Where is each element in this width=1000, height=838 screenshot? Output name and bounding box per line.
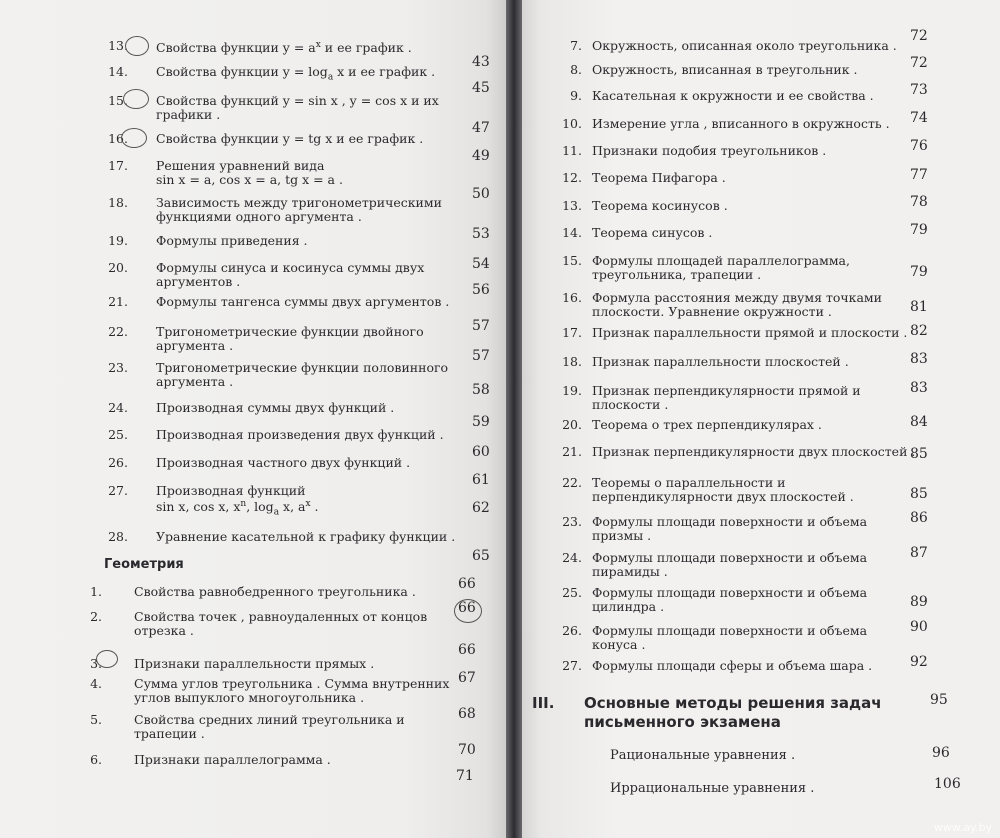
entry-number: 24. (108, 400, 128, 415)
entry-text: Свойства функций y = sin x , y = cos x и их (156, 93, 439, 108)
entry-text: призмы . (592, 528, 652, 543)
entry-page-number: 89 (910, 594, 928, 610)
entry-page-number: 77 (910, 167, 928, 183)
entry-text: sin x, cos x, $x^n$, $\log_a x$, $a^x$ . (156, 499, 319, 518)
entry-page-number: 43 (472, 54, 490, 70)
entry-number: 1. (90, 584, 102, 599)
trailing-page-number: 71 (456, 768, 474, 784)
entry-number: 13. (108, 38, 128, 53)
entry-number: 15. (108, 93, 128, 108)
entry-text: Теорема о трех перпендикулярах . (592, 417, 822, 432)
entry-number: 24. (562, 550, 582, 565)
entry-text: цилиндра . (592, 599, 665, 614)
entry-text: Формулы приведения . (156, 233, 308, 248)
watermark: www.ay.by (933, 821, 992, 834)
entry-page-number: 56 (472, 282, 490, 298)
entry-page-number: 85 (910, 446, 928, 462)
entry-page-number: 60 (472, 444, 490, 460)
entry-number: 19. (562, 383, 582, 398)
entry-text: Свойства равнобедренного треугольника . (134, 584, 416, 599)
entry-text: Тригонометрические функции половинного (156, 360, 449, 375)
entry-text: Признаки параллелограмма . (134, 752, 331, 767)
entry-text: Свойства функции $y = a^x$ и ее график . (156, 40, 412, 56)
pen-circle (125, 36, 149, 56)
entry-number: 14. (562, 225, 582, 240)
entry-text: Формулы площадей параллелограмма, (592, 253, 850, 268)
entry-text: Окружность, вписанная в треугольник . (592, 62, 858, 77)
chapter-numeral: III. (532, 694, 555, 712)
entry-page-number: 83 (910, 380, 928, 396)
entry-page-number: 66 (458, 576, 476, 592)
entry-text: трапеции . (134, 726, 205, 741)
entry-text: Теоремы о параллельности и (592, 475, 786, 490)
entry-text: Формулы площади поверхности и объема (592, 585, 868, 600)
entry-page-number: 79 (910, 264, 928, 280)
entry-number: 3. (90, 656, 102, 671)
right-page (522, 0, 1000, 838)
entry-text: аргумента . (156, 374, 234, 389)
book-gutter (506, 0, 522, 838)
entry-text: плоскости. Уравнение окружности . (592, 304, 832, 319)
entry-text: Решения уравнений вида (156, 158, 325, 173)
chapter-title-line: Основные методы решения задач (584, 694, 882, 712)
entry-text: Теорема косинусов . (592, 198, 728, 213)
entry-text: углов выпуклого многоугольника . (134, 690, 365, 705)
entry-text: Теорема Пифагора . (592, 170, 726, 185)
entry-number: 11. (562, 143, 582, 158)
entry-page-number: 82 (910, 323, 928, 339)
entry-text: Производная функций (156, 483, 306, 498)
entry-number: 25. (562, 585, 582, 600)
entry-page-number: 79 (910, 222, 928, 238)
entry-page-number: 92 (910, 654, 928, 670)
entry-text: Касательная к окружности и ее свойства . (592, 88, 874, 103)
entry-text: sin x = a, cos x = a, tg x = a . (156, 172, 343, 187)
entry-number: 18. (562, 354, 582, 369)
entry-text: Признак параллельности прямой и плоскости . (592, 325, 908, 340)
entry-number: 26. (108, 455, 128, 470)
entry-page-number: 78 (910, 194, 928, 210)
entry-text: Производная произведения двух функций . (156, 427, 444, 442)
entry-text: Формулы площади поверхности и объема (592, 623, 868, 638)
entry-text: Измерение угла , вписанного в окружность . (592, 116, 890, 131)
entry-page-number: 76 (910, 138, 928, 154)
entry-page-number: 57 (472, 318, 490, 334)
entry-number: 4. (90, 676, 102, 691)
entry-text: аргументов . (156, 274, 241, 289)
entry-page-number: 90 (910, 619, 928, 635)
entry-text: треугольника, трапеции . (592, 267, 762, 282)
entry-number: 23. (562, 514, 582, 529)
entry-number: 21. (108, 294, 128, 309)
entry-text: Признак перпендикулярности прямой и (592, 383, 861, 398)
pen-circle (123, 89, 149, 109)
entry-page-number: 73 (910, 82, 928, 98)
entry-page-number: 50 (472, 186, 490, 202)
entry-number: 10. (562, 116, 582, 131)
entry-page-number: 47 (472, 120, 490, 136)
entry-page-number: 57 (472, 348, 490, 364)
entry-text: Свойства функции y = tg x и ее график . (156, 131, 424, 146)
entry-page-number: 49 (472, 148, 490, 164)
entry-text: Сумма углов треугольника . Сумма внутренних (134, 676, 450, 691)
entry-text: Свойства средних линий треугольника и (134, 712, 405, 727)
entry-number: 18. (108, 195, 128, 210)
entry-page-number: 87 (910, 545, 928, 561)
entry-page-number: 59 (472, 414, 490, 430)
entry-text: Формулы синуса и косинуса суммы двух (156, 260, 425, 275)
entry-text: Свойства функции $y = \log_a x$ и ее график . (156, 64, 436, 83)
entry-text: Свойства точек , равноудаленных от концов (134, 609, 428, 624)
sub-entry-label: Рациональные уравнения . (610, 748, 796, 763)
entry-number: 27. (562, 658, 582, 673)
entry-page-number: 62 (472, 500, 490, 516)
chapter-title-line: письменного экзамена (584, 713, 781, 731)
entry-number: 25. (108, 427, 128, 442)
entry-page-number: 65 (472, 548, 490, 564)
entry-page-number: 68 (458, 706, 476, 722)
entry-text: Уравнение касательной к графику функции . (156, 529, 456, 544)
entry-text: Окружность, описанная около треугольника . (592, 38, 897, 53)
entry-page-number: 61 (472, 472, 490, 488)
entry-page-number: 74 (910, 110, 928, 126)
entry-text: Формулы тангенса суммы двух аргументов . (156, 294, 450, 309)
entry-number: 7. (570, 38, 582, 53)
entry-number: 20. (108, 260, 128, 275)
entry-page-number: 85 (910, 486, 928, 502)
entry-text: Признаки параллельности прямых . (134, 656, 375, 671)
entry-number: 20. (562, 417, 582, 432)
entry-number: 17. (562, 325, 582, 340)
entry-text: пирамиды . (592, 564, 668, 579)
entry-text: Признак перпендикулярности двух плоскостей . (592, 444, 916, 459)
chapter-page: 95 (930, 692, 948, 708)
entry-text: Формулы площади поверхности и объема (592, 550, 868, 565)
entry-number: 16. (108, 131, 128, 146)
entry-number: 12. (562, 170, 582, 185)
chapter-title (584, 694, 882, 732)
entry-page-number: 84 (910, 414, 928, 430)
entry-number: 15. (562, 253, 582, 268)
entry-number: 23. (108, 360, 128, 375)
entry-text: функциями одного аргумента . (156, 209, 362, 224)
entry-text: Производная частного двух функций . (156, 455, 411, 470)
pen-circle (454, 599, 482, 623)
entry-number: 14. (108, 64, 128, 79)
entry-text: Тригонометрические функции двойного (156, 324, 424, 339)
entry-number: 19. (108, 233, 128, 248)
pen-circle (121, 128, 147, 148)
entry-text: Признаки подобия треугольников . (592, 143, 827, 158)
entry-page-number: 72 (910, 55, 928, 71)
entry-number: 22. (108, 324, 128, 339)
entry-number: 16. (562, 290, 582, 305)
entry-number: 21. (562, 444, 582, 459)
entry-page-number: 53 (472, 226, 490, 242)
entry-page-number: 81 (910, 299, 928, 315)
entry-page-number: 67 (458, 670, 476, 686)
entry-text: Зависимость между тригонометрическими (156, 195, 442, 210)
entry-page-number: 86 (910, 510, 928, 526)
entry-number: 27. (108, 483, 128, 498)
entry-number: 28. (108, 529, 128, 544)
entry-page-number: 45 (472, 80, 490, 96)
entry-number: 13. (562, 198, 582, 213)
entry-number: 2. (90, 609, 102, 624)
entry-text: конуса . (592, 637, 646, 652)
entry-page-number: 66 (458, 600, 476, 616)
entry-page-number: 54 (472, 256, 490, 272)
sub-entry-page: 106 (934, 776, 961, 792)
section-title: Геометрия (104, 557, 184, 572)
entry-number: 26. (562, 623, 582, 638)
entry-text: Теорема синусов . (592, 225, 713, 240)
entry-number: 17. (108, 158, 128, 173)
entry-text: Признак параллельности плоскостей . (592, 354, 849, 369)
entry-page-number: 83 (910, 351, 928, 367)
sub-entry-page: 96 (932, 745, 950, 761)
entry-text: Формулы площади поверхности и объема (592, 514, 868, 529)
entry-text: Производная суммы двух функций . (156, 400, 395, 415)
entry-page-number: 58 (472, 382, 490, 398)
entry-page-number: 70 (458, 742, 476, 758)
entry-text: Формулы площади сферы и объема шара . (592, 658, 873, 673)
entry-number: 6. (90, 752, 102, 767)
entry-number: 8. (570, 62, 582, 77)
entry-number: 22. (562, 475, 582, 490)
entry-number: 5. (90, 712, 102, 727)
entry-text: Формула расстояния между двумя точками (592, 290, 882, 305)
entry-text: графики . (156, 107, 221, 122)
sub-entry-label: Иррациональные уравнения . (610, 781, 815, 796)
entry-page-number: 66 (458, 642, 476, 658)
pen-circle (96, 650, 118, 668)
entry-text: плоскости . (592, 397, 669, 412)
entry-text: перпендикулярности двух плоскостей . (592, 489, 854, 504)
entry-text: аргумента . (156, 338, 234, 353)
entry-text: отрезка . (134, 623, 194, 638)
entry-number: 9. (570, 88, 582, 103)
entry-page-number: 72 (910, 28, 928, 44)
